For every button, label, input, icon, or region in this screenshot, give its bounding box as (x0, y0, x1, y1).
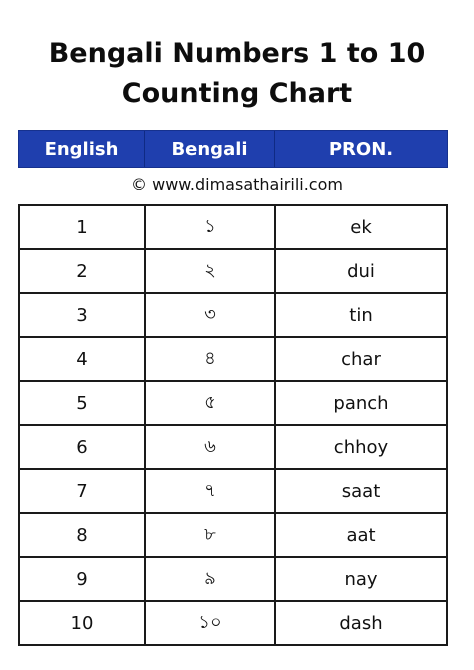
table-row (20, 206, 448, 250)
cell-english: 2 (20, 250, 146, 294)
cell-english: 1 (20, 206, 146, 250)
cell-pronunciation: ek (276, 206, 448, 250)
cell-pronunciation: panch (276, 382, 448, 426)
table-row (20, 470, 448, 514)
table-row (20, 294, 448, 338)
cell-pronunciation: dash (276, 602, 448, 646)
cell-pronunciation: dui (276, 250, 448, 294)
cell-english: 3 (20, 294, 146, 338)
table-header (18, 130, 448, 168)
page-title-line-1: Bengali Numbers 1 to 10 (48, 38, 426, 69)
cell-english: 10 (20, 602, 146, 646)
cell-english: 5 (20, 382, 146, 426)
cell-bengali: ২ (146, 250, 276, 294)
header-pronunciation: PRON. (328, 138, 394, 160)
cell-english: 8 (20, 514, 146, 558)
cell-bengali: ৪ (146, 338, 276, 382)
cell-bengali: ৫ (146, 382, 276, 426)
page-title-line-2: Counting Chart (121, 78, 353, 109)
cell-bengali: ৮ (146, 514, 276, 558)
table-row (20, 514, 448, 558)
cell-bengali: ৯ (146, 558, 276, 602)
cell-english: 9 (20, 558, 146, 602)
table-row (20, 338, 448, 382)
header-english: English (19, 131, 145, 167)
cell-bengali: ৭ (146, 470, 276, 514)
cell-bengali: ৬ (146, 426, 276, 470)
copyright-notice: © www.dimasathairili.com (131, 175, 343, 194)
cell-pronunciation: aat (276, 514, 448, 558)
table-row (20, 602, 448, 646)
cell-bengali: ৩ (146, 294, 276, 338)
cell-pronunciation: saat (276, 470, 448, 514)
table-row (20, 558, 448, 602)
cell-pronunciation: chhoy (276, 426, 448, 470)
cell-pronunciation: char (276, 338, 448, 382)
cell-pronunciation: tin (276, 294, 448, 338)
cell-english: 4 (20, 338, 146, 382)
table-row (20, 250, 448, 294)
table-row (20, 426, 448, 470)
cell-pronunciation: nay (276, 558, 448, 602)
header-bengali: Bengali (145, 131, 275, 167)
numbers-table (18, 204, 448, 646)
cell-english: 6 (20, 426, 146, 470)
table-row (20, 382, 448, 426)
cell-english: 7 (20, 470, 146, 514)
cell-bengali: ১০ (146, 602, 276, 646)
cell-bengali: ১ (146, 206, 276, 250)
